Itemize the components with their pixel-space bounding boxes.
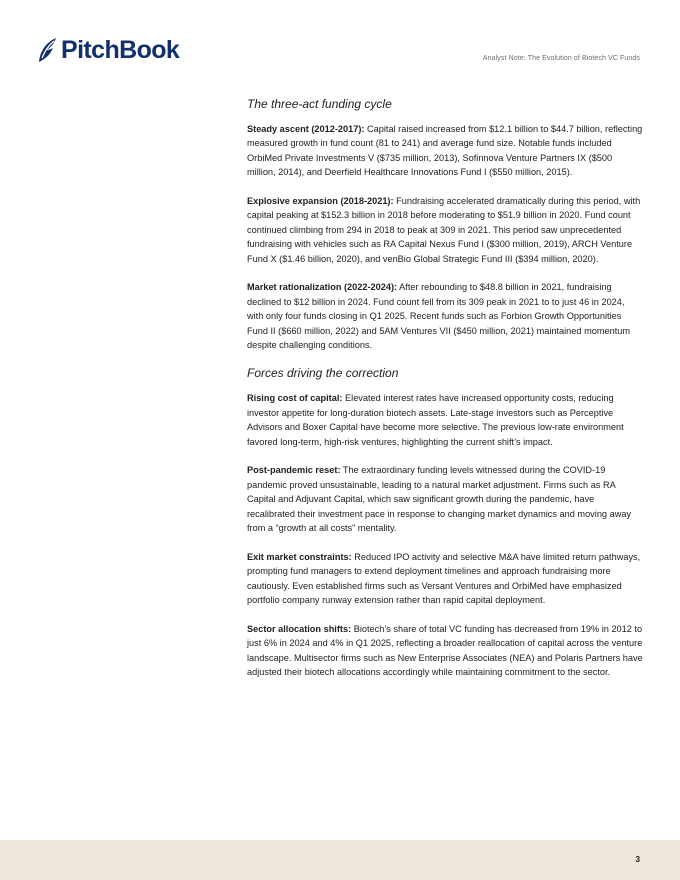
section-title: The three-act funding cycle xyxy=(247,97,392,111)
header-note: Analyst Note: The Evolution of Biotech VC Funds xyxy=(482,55,640,62)
pitchbook-logo xyxy=(36,36,179,64)
paragraph-lead: Rising cost of capital: xyxy=(247,393,343,404)
section-title: Forces driving the correction xyxy=(247,366,399,381)
paragraph-lead: Steady ascent (2012-2017): xyxy=(247,124,365,134)
page-number: 3 xyxy=(635,855,640,864)
paragraph-explosive-expansion xyxy=(247,194,643,266)
paragraph-text: Biotech’s share of total VC funding has decreased from 19% in 2012 to just 6% in 2024 and 4% in Q1 2025, reflecting a broader reallocation of capital across the venture landscape. Multisector firms such as New Enterprise Associates (NEA) and Polaris Partners have adjusted their biotech allocations accordingly while maintaining commitment to the sector. xyxy=(247,623,643,678)
paragraph-lead: Post-pandemic reset: xyxy=(247,465,341,476)
page-footer xyxy=(0,840,680,880)
paragraph-text: Reduced IPO activity and selective M&A have limited return pathways, prompting fund managers to extend deployment timelines and approach fundraising more cautiously. Even established firms such as Versant Ventures and OrbiMed have emphasized portfolio company runway extension rather than rapid capital deployment. xyxy=(247,551,641,606)
paragraph-rising-cost-of-capital xyxy=(247,391,643,449)
paragraph-text: Elevated interest rates have increased opportunity costs, reducing investor appetite for long-duration biotech assets. Late-stage investors such as Perceptive Advisors and Boxer Capital have become more selective. The previous low-rate environment favored long-term, high-risk ventures, highlighting the current shift’s impact. xyxy=(247,393,624,447)
article-body xyxy=(247,95,643,694)
paragraph-text: After rebounding to $48.8 billion in 2021, fundraising declined to $12 billion in 2024. Fund count fell from its 309 peak in 2021 to to just 46 in 2024, with only four funds closing in Q1 2025. Recent funds such as Forbion Growth Opportunities Fund II ($660 million, 2022) and 5AM Ventures VII ($450 million, 2021) maintained momentum despite challenging conditions. xyxy=(247,282,631,351)
paragraph-text: The extraordinary funding levels witnessed during the COVID-19 pandemic proved unsustainable, leading to a natural market adjustment. Firms such as RA Capital and Adjuvant Capital, which saw significant growth during the pandemic, have recalibrated their investment pace in response to changing market dynamics and moving away from a “growth at all costs” mentality. xyxy=(247,465,632,534)
paragraph-exit-market-constraints xyxy=(247,550,643,608)
paragraph-lead: Explosive expansion (2018-2021): xyxy=(247,196,394,207)
paragraph-post-pandemic-reset xyxy=(247,463,643,535)
paragraph-steady-ascent xyxy=(247,122,643,180)
paragraph-lead: Exit market constraints: xyxy=(247,551,352,562)
paragraph-text: Fundraising accelerated dramatically during this period, with capital peaking at $152.3 billion in 2018 before moderating to $51.9 billion in 2020. Fund count continued climbing from 294 in 2018 to peak at 309 in 2021. This period saw unprecedented fundraising with vehicles such as RA Capital Nexus Fund I ($300 million, 2019), ARCH Venture Fund X ($1.46 billion, 2020), and venBio Global Strategic Fund III ($394 million, 2020). xyxy=(247,196,641,264)
paragraph-lead: Sector allocation shifts: xyxy=(247,623,352,634)
brand-wordmark: PitchBook xyxy=(61,36,180,64)
paragraph-text: Capital raised increased from $12.1 billion to $44.7 billion, reflecting measured growth in fund count (81 to 241) and average fund size. Notable funds included OrbiMed Private Investments V ($735 million, 2013), Sofinnova Venture Partners IX ($500 million, 2014), and Deerfield Healthcare Innovations Fund I ($550 million, 2015). xyxy=(247,124,643,178)
pitchbook-leaf-icon xyxy=(36,36,58,64)
paragraph-lead: Market rationalization (2022-2024): xyxy=(247,282,398,293)
paragraph-market-rationalization xyxy=(247,280,643,352)
paragraph-sector-allocation-shifts xyxy=(247,622,643,680)
